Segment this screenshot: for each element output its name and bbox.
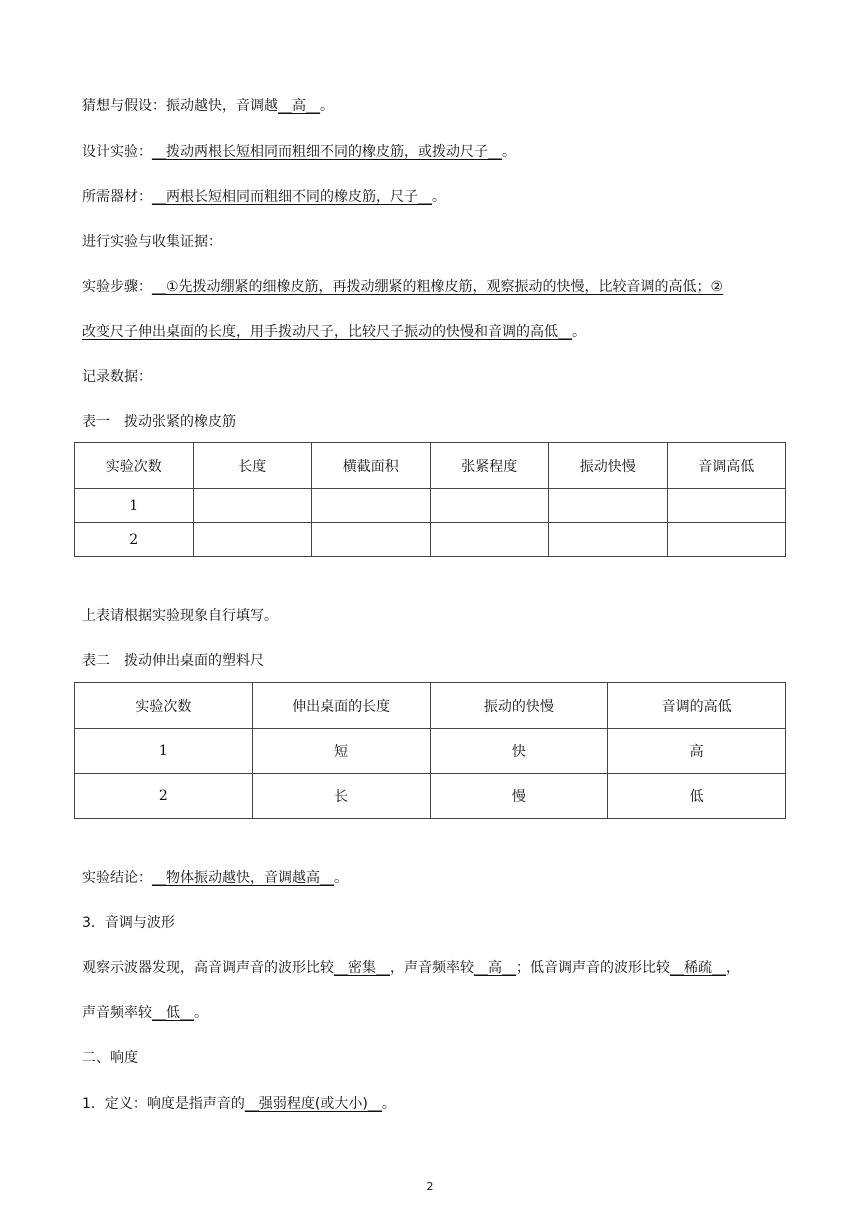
table2: [74, 682, 786, 819]
table1-cell: [193, 489, 312, 523]
waveform-text: ；低音调声音的波形比较: [516, 960, 670, 976]
table2-cell: 2: [75, 774, 253, 819]
steps-answer-part1: __①先拨动绷紧的细橡皮筋，再拨动绷紧的粗橡皮筋，观察振动的快慢，比较音调的高低；②: [152, 279, 724, 295]
table2-cell: 长: [252, 774, 430, 819]
table1-cell: [430, 523, 549, 557]
waveform-answer: __高__: [474, 960, 516, 976]
definition-end: 。: [381, 1096, 396, 1112]
table1-cell: [312, 523, 431, 557]
steps-end: 。: [572, 324, 586, 340]
definition-line: [82, 1094, 396, 1114]
waveform-answer: __密集__: [334, 960, 390, 976]
table1: [74, 442, 786, 557]
table1-header-cell: 长度: [193, 443, 312, 489]
table2-cell: 慢: [430, 774, 608, 819]
section3-title: 3．音调与波形: [82, 915, 175, 931]
table-row: [75, 489, 786, 523]
table1-cell: [549, 523, 668, 557]
waveform-line-2: [82, 1003, 208, 1023]
section2-title: 二、响度: [82, 1050, 138, 1066]
page-number: 2: [426, 1180, 434, 1193]
waveform-end: 。: [194, 1005, 208, 1021]
hypothesis-line: [82, 96, 334, 116]
definition-answer: __强弱程度(或大小)__: [244, 1096, 382, 1112]
procedure-heading: 进行实验与收集证据：: [82, 234, 222, 250]
table1-cell: 1: [75, 489, 194, 523]
table2-header-cell: 实验次数: [75, 683, 253, 729]
waveform-text: 声音频率较: [82, 1005, 152, 1021]
table2-caption: 表二 拨动伸出桌面的塑料尺: [82, 653, 264, 669]
design-label: 设计实验：: [82, 144, 152, 160]
table-row: [75, 774, 786, 819]
steps-label: 实验步骤：: [82, 279, 152, 295]
table2-header-row: [75, 683, 786, 729]
conclusion-answer: __物体振动越快，音调越高__: [152, 870, 334, 886]
steps-answer-part2: 改变尺子伸出桌面的长度，用手拨动尺子，比较尺子振动的快慢和音调的高低__: [82, 324, 572, 340]
steps-line-2: [82, 322, 586, 342]
design-line: [82, 142, 516, 162]
table1-cell: [430, 489, 549, 523]
conclusion-label: 实验结论：: [82, 870, 152, 886]
equipment-line: [82, 187, 446, 207]
table1-cell: 2: [75, 523, 194, 557]
waveform-answer: __低__: [152, 1005, 194, 1021]
table1-header-row: [75, 443, 786, 489]
table1-cell: [667, 523, 786, 557]
steps-line-1: [82, 277, 723, 297]
waveform-text: ，声音频率较: [390, 960, 474, 976]
table1-header-cell: 振动快慢: [549, 443, 668, 489]
table1-cell: [549, 489, 668, 523]
design-end: 。: [502, 144, 516, 160]
table2-cell: 高: [608, 729, 786, 774]
hypothesis-end: 。: [320, 98, 334, 114]
table2-cell: 低: [608, 774, 786, 819]
hypothesis-answer: __高__: [278, 98, 320, 114]
hypothesis-label: 猜想与假设：振动越快，音调越: [82, 98, 278, 114]
table2-cell: 1: [75, 729, 253, 774]
equipment-label: 所需器材：: [82, 189, 152, 205]
table1-note: 上表请根据实验现象自行填写。: [82, 608, 278, 624]
conclusion-line: [82, 868, 348, 888]
table1-cell: [667, 489, 786, 523]
equipment-end: 。: [432, 189, 446, 205]
table1-cell: [312, 489, 431, 523]
waveform-text: 观察示波器发现，高音调声音的波形比较: [82, 960, 334, 976]
table1-header-cell: 横截面积: [312, 443, 431, 489]
table1-cell: [193, 523, 312, 557]
table1-header-cell: 音调高低: [667, 443, 786, 489]
waveform-line-1: [82, 958, 740, 978]
waveform-text: ，: [726, 960, 740, 976]
table2-header-cell: 振动的快慢: [430, 683, 608, 729]
table1-header-cell: 实验次数: [75, 443, 194, 489]
table-row: [75, 523, 786, 557]
table1-header-cell: 张紧程度: [430, 443, 549, 489]
definition-label: 1．定义：响度是指声音的: [82, 1096, 245, 1112]
table2-header-cell: 伸出桌面的长度: [252, 683, 430, 729]
table2-cell: 快: [430, 729, 608, 774]
table2-cell: 短: [252, 729, 430, 774]
design-answer: __拨动两根长短相同而粗细不同的橡皮筋，或拨动尺子__: [152, 144, 502, 160]
equipment-answer: __两根长短相同而粗细不同的橡皮筋，尺子__: [152, 189, 432, 205]
table1-caption: 表一 拨动张紧的橡皮筋: [82, 414, 236, 430]
conclusion-end: 。: [334, 870, 348, 886]
table2-header-cell: 音调的高低: [608, 683, 786, 729]
waveform-answer: __稀疏__: [670, 960, 726, 976]
table-row: [75, 729, 786, 774]
record-heading: 记录数据：: [82, 369, 152, 385]
